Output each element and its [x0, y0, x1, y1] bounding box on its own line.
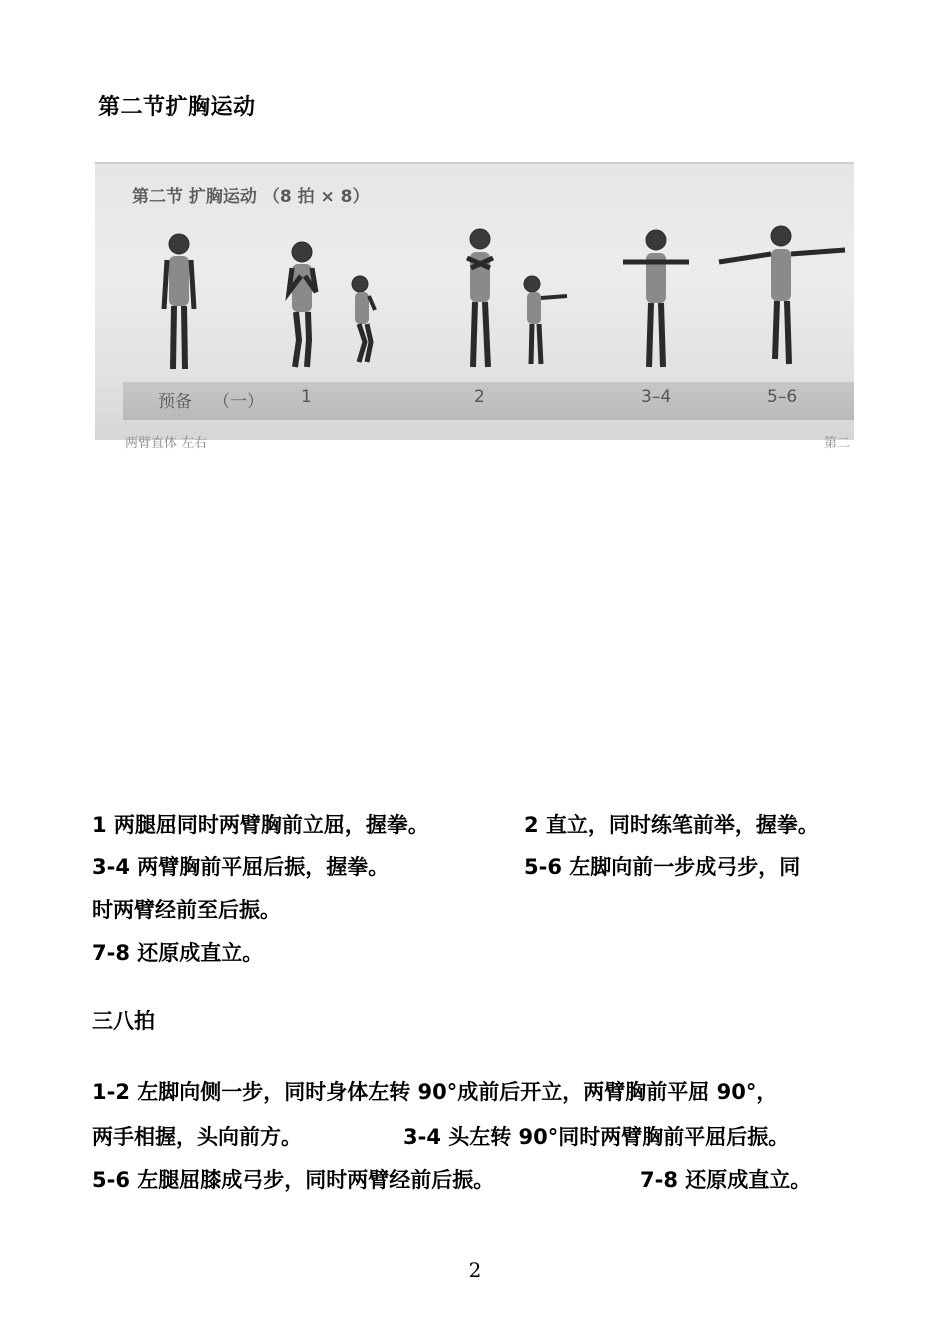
section-heading-third-eight: 三八拍	[92, 1009, 155, 1033]
instruction-line-2-right: 5-6 左脚向前一步成弓步，同	[524, 855, 801, 879]
photo-label-beat-1: 1	[301, 387, 312, 407]
exercise-photo	[95, 162, 854, 451]
instruction-line-7-right: 7-8 还原成直立。	[640, 1168, 812, 1192]
photo-label-ready: 预备	[158, 392, 192, 412]
instruction-line-4: 7-8 还原成直立。	[92, 941, 264, 965]
instruction-line-1-left: 1 两腿屈同时两臂胸前立屈，握拳。	[92, 813, 429, 837]
instruction-line-3: 时两臂经前至后振。	[92, 898, 281, 922]
photo-cut-text-left: 两臂直体 左右	[125, 436, 208, 451]
page-heading: 第二节扩胸运动	[98, 95, 256, 120]
figure-ready	[164, 234, 194, 369]
figure-beat-1	[289, 242, 316, 367]
instruction-line-5: 1-2 左脚向侧一步，同时身体左转 90°成前后开立，两臂胸前平屈 90°，	[92, 1080, 778, 1104]
figure-beat-3-4	[623, 230, 689, 367]
photo-title: 第二节 扩胸运动 （8 拍 × 8）	[132, 187, 370, 207]
photo-label-beat-5-6: 5–6	[767, 387, 798, 407]
photo-label-section: （一）	[213, 392, 264, 412]
instruction-line-2-left: 3-4 两臂胸前平屈后振，握拳。	[92, 855, 390, 879]
figure-beat-2-side	[524, 276, 567, 364]
photo-label-beat-2: 2	[474, 387, 485, 407]
instruction-line-6-left: 两手相握，头向前方。	[92, 1125, 302, 1149]
figure-beat-5-6	[719, 226, 845, 364]
page-number: 2	[468, 1258, 482, 1282]
instruction-line-6-right: 3-4 头左转 90°同时两臂胸前平屈后振。	[403, 1125, 790, 1149]
instruction-line-7-left: 5-6 左腿屈膝成弓步，同时两臂经前后振。	[92, 1168, 495, 1192]
instruction-line-1-right: 2 直立，同时练笔前举，握拳。	[524, 813, 819, 837]
figure-beat-1-side	[352, 276, 375, 362]
figure-beat-2	[467, 229, 493, 367]
photo-label-beat-3-4: 3–4	[641, 387, 672, 407]
photo-cut-text-right: 第二	[823, 436, 850, 451]
